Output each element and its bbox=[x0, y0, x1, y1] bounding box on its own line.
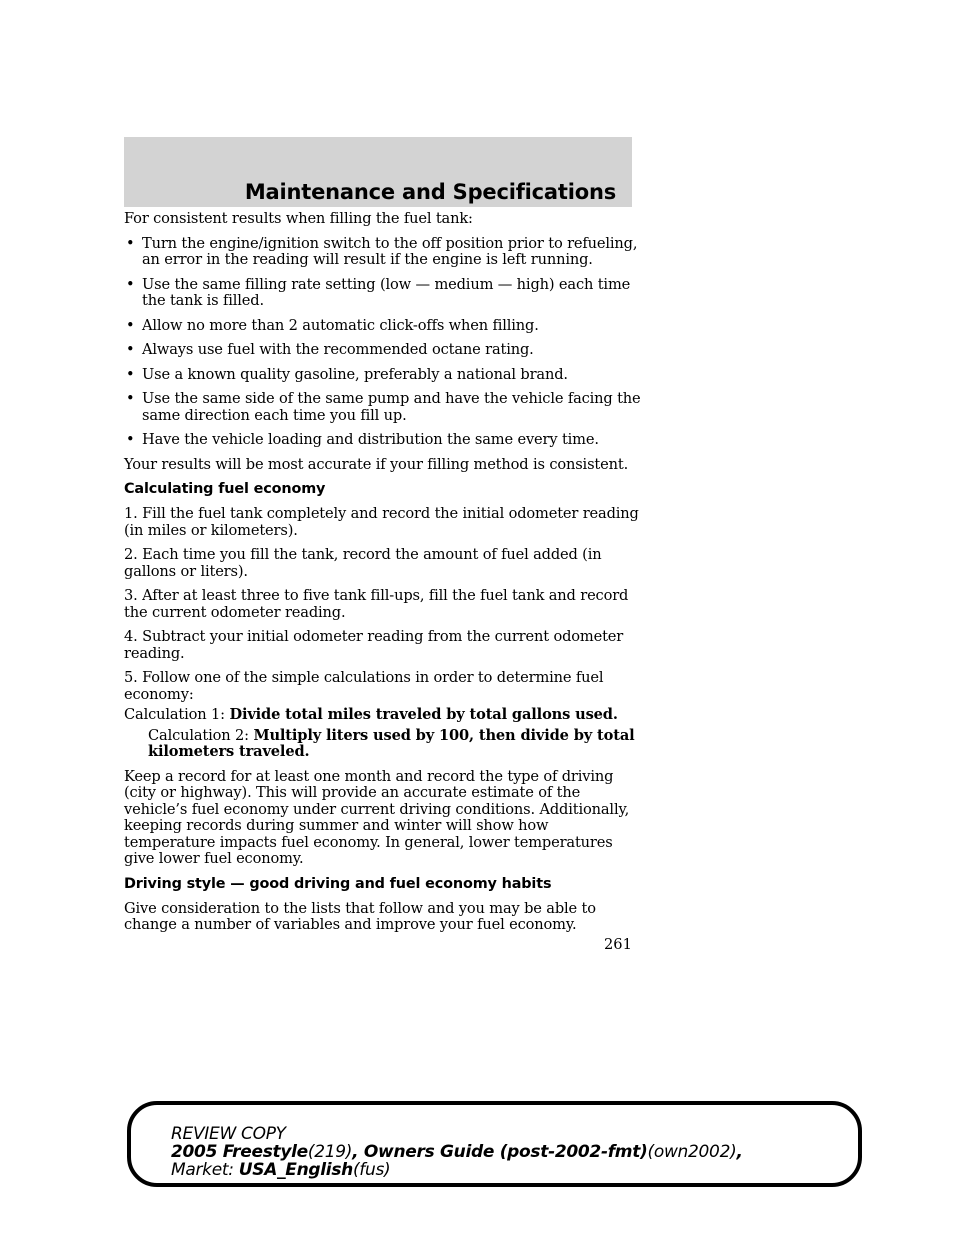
list-item: • Turn the engine/ignition switch to the off position prior to refueling, an error in the reading will result if the engine is left running. bbox=[126, 234, 638, 268]
heading-calculating-fuel-economy: Calculating fuel economy bbox=[124, 481, 326, 497]
review-model-line: 2005 Freestyle(219), Owners Guide (post-2002-fmt)(own2002), bbox=[171, 1142, 743, 1162]
step-3: 3. After at least three to five tank fill-ups, fill the fuel tank and record the current odometer reading. bbox=[124, 587, 629, 621]
list-item: • Have the vehicle loading and distribution the same every time. bbox=[126, 431, 599, 448]
review-market-line: Market: USA_English(fus) bbox=[171, 1160, 391, 1180]
list-item: • Use the same side of the same pump and have the vehicle facing the same direction each time you fill up. bbox=[126, 390, 641, 424]
list-item: • Always use fuel with the recommended octane rating. bbox=[126, 341, 534, 358]
bullet-icon: • bbox=[126, 316, 135, 334]
step-2: 2. Each time you fill the tank, record the amount of fuel added (in gallons or liters). bbox=[124, 546, 602, 580]
driving-style-text: Give consideration to the lists that follow and you may be able to change a number of variables and improve your fuel economy. bbox=[124, 899, 596, 933]
calculation-1: Calculation 1: Divide total miles traveled by total gallons used. bbox=[124, 706, 618, 723]
page-body bbox=[124, 211, 644, 942]
bullet-icon: • bbox=[126, 365, 135, 383]
review-copy-box bbox=[127, 1101, 862, 1187]
bullet-icon: • bbox=[126, 341, 135, 358]
heading-driving-style: Driving style — good driving and fuel economy habits bbox=[124, 875, 552, 892]
refueling-tips-list bbox=[124, 236, 644, 449]
list-item: • Allow no more than 2 automatic click-offs when filling. bbox=[126, 316, 539, 334]
section-title: Maintenance and Specifications bbox=[244, 180, 616, 204]
step-5: 5. Follow one of the simple calculations in order to determine fuel economy: bbox=[124, 669, 604, 703]
page-number: 261 bbox=[604, 936, 632, 953]
list-item: • Use the same filling rate setting (low — medium — high) each time the tank is filled. bbox=[126, 275, 631, 309]
bullet-icon: • bbox=[126, 390, 135, 407]
intro-text: For consistent results when filling the fuel tank: bbox=[124, 210, 473, 227]
step-4: 4. Subtract your initial odometer reading from the current odometer reading. bbox=[124, 628, 624, 662]
calculation-2: Calculation 2: Multiply liters used by 100, then divide by total kilometers traveled. bbox=[148, 726, 635, 760]
bullet-icon: • bbox=[126, 275, 135, 293]
bullet-icon: • bbox=[126, 431, 135, 448]
bullet-icon: • bbox=[126, 234, 135, 252]
section-header-bar bbox=[124, 137, 632, 207]
consistency-note: Your results will be most accurate if your filling method is consistent. bbox=[124, 455, 629, 473]
review-copy-text bbox=[171, 1125, 743, 1179]
step-1: 1. Fill the fuel tank completely and record the initial odometer reading (in miles or kilometers). bbox=[124, 505, 639, 539]
review-copy-label: REVIEW COPY bbox=[171, 1124, 286, 1144]
list-item: • Use a known quality gasoline, preferably a national brand. bbox=[126, 365, 568, 383]
record-keeping-note: Keep a record for at least one month and record the type of driving (city or highway). This will provide an accurate estimate of the vehicle’s fuel economy under current driving conditions. Additionally, keeping records during summer and winter will show how temperature impacts fuel economy. In general, lower temperatures give lower fuel economy. bbox=[124, 767, 630, 867]
